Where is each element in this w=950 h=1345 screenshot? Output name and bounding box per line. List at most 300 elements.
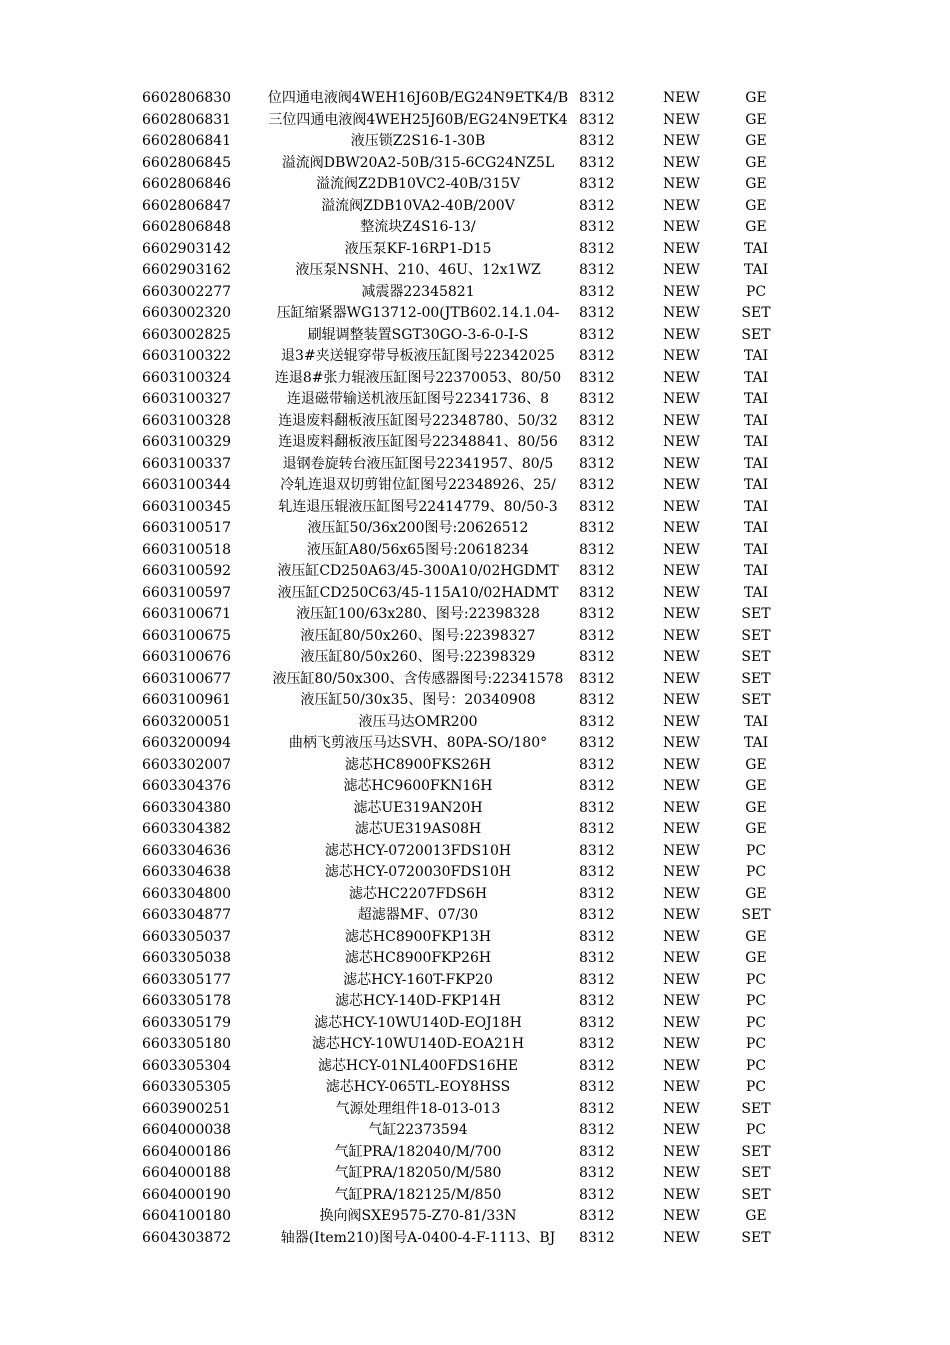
status-cell: NEW [663, 520, 700, 536]
number-cell: 8312 [579, 584, 615, 601]
description-cell: 液压缸80/50x260、图号:22398327 [300, 627, 536, 644]
status-cell: NEW [663, 434, 700, 450]
table-row [0, 927, 950, 949]
number-cell: 8312 [579, 1036, 615, 1052]
unit-type-cell: PC [745, 1057, 767, 1074]
table-row [0, 1120, 950, 1142]
unit-type-cell: TAI [743, 541, 769, 558]
unit-type-cell: GE [745, 111, 767, 128]
table-row [0, 647, 950, 669]
item-code-cell: 6603100518 [142, 541, 232, 558]
unit-type-cell: TAI [743, 455, 769, 472]
description-cell: 液压缸100/63x280、图号:22398328 [296, 606, 540, 622]
status-cell: NEW [663, 90, 700, 106]
status-cell: NEW [663, 1100, 700, 1117]
item-code-cell: 6603304636 [142, 842, 232, 859]
item-code-cell: 6603100671 [142, 606, 232, 622]
number-cell: 8312 [579, 219, 615, 235]
description-cell: 轧连退压辊液压缸图号22414779、80/50-3 [278, 498, 558, 515]
item-code-cell: 6603002320 [142, 305, 232, 321]
status-cell: NEW [663, 305, 700, 321]
table-row [0, 475, 950, 497]
status-cell: NEW [663, 1229, 700, 1246]
description-cell: 轴器(Item210)图号A-0400-4-F-1113、BJ [280, 1229, 556, 1246]
table-row [0, 561, 950, 583]
status-cell: NEW [663, 1165, 700, 1181]
item-code-cell: 6603200094 [142, 735, 232, 751]
number-cell: 8312 [579, 756, 615, 773]
status-cell: NEW [663, 1036, 700, 1052]
status-cell: NEW [663, 928, 700, 945]
number-cell: 8312 [579, 821, 615, 837]
status-cell: NEW [663, 735, 700, 751]
table-row [0, 217, 950, 239]
item-code-cell: 6603100337 [142, 455, 232, 472]
status-cell: NEW [663, 756, 700, 773]
description-cell: 液压缸CD250A63/45-300A10/02HGDMT [277, 563, 559, 579]
status-cell: NEW [663, 1057, 700, 1074]
item-code-cell: 6604100180 [142, 1208, 232, 1224]
item-code-cell: 6603100592 [142, 563, 232, 579]
unit-type-cell: PC [745, 1036, 767, 1052]
table-row [0, 862, 950, 884]
unit-type-cell: GE [745, 928, 767, 945]
item-code-cell: 6603100675 [142, 627, 232, 644]
item-code-cell: 6603100344 [142, 477, 232, 493]
description-cell: 滤芯HCY-10WU140D-EOA21H [311, 1036, 525, 1052]
unit-type-cell: GE [745, 154, 767, 171]
table-row [0, 1206, 950, 1228]
status-cell: NEW [663, 498, 700, 515]
unit-type-cell: SET [741, 692, 771, 708]
item-code-cell: 6603100327 [142, 391, 232, 407]
item-code-cell: 6603100676 [142, 649, 232, 665]
number-cell: 8312 [579, 1165, 615, 1181]
table-row [0, 239, 950, 261]
item-code-cell: 6603100517 [142, 520, 232, 536]
table-row [0, 1163, 950, 1185]
description-cell: 减震器22345821 [361, 283, 475, 300]
table-row [0, 776, 950, 798]
item-code-cell: 6603305037 [142, 928, 232, 945]
number-cell: 8312 [579, 348, 615, 364]
description-cell: 气缸22373594 [368, 1122, 468, 1138]
unit-type-cell: GE [745, 219, 767, 235]
table-row [0, 174, 950, 196]
item-code-cell: 6603305305 [142, 1079, 232, 1095]
number-cell: 8312 [579, 778, 615, 794]
unit-type-cell: PC [745, 842, 767, 859]
description-cell: 气缸PRA/182050/M/580 [334, 1165, 502, 1181]
table-row [0, 604, 950, 626]
table-row [0, 1099, 950, 1121]
parts-table [0, 88, 950, 1249]
description-cell: 滤芯HC2207FDS6H [348, 885, 488, 902]
number-cell: 8312 [579, 305, 615, 321]
item-code-cell: 6603302007 [142, 756, 232, 773]
description-cell: 超滤器MF、07/30 [357, 907, 479, 923]
item-code-cell: 6603305180 [142, 1036, 232, 1052]
item-code-cell: 6603100961 [142, 692, 232, 708]
status-cell: NEW [663, 1208, 700, 1224]
item-code-cell: 6602806848 [142, 219, 232, 235]
item-code-cell: 6604000038 [142, 1122, 232, 1138]
description-cell: 液压缸A80/56x65图号:20618234 [306, 541, 530, 558]
table-row [0, 411, 950, 433]
status-cell: NEW [663, 821, 700, 837]
number-cell: 8312 [579, 563, 615, 579]
item-code-cell: 6603305304 [142, 1057, 232, 1074]
status-cell: NEW [663, 240, 700, 257]
item-code-cell: 6603305177 [142, 971, 232, 988]
number-cell: 8312 [579, 90, 615, 106]
description-cell: 液压缸80/50x300、含传感器图号:22341578 [272, 670, 564, 687]
description-cell: 滤芯HCY-0720013FDS10H [324, 842, 512, 859]
item-code-cell: 6603200051 [142, 713, 232, 730]
number-cell: 8312 [579, 520, 615, 536]
description-cell: 压缸缩紧器WG13712-00(JTB602.14.1.04- [276, 305, 560, 321]
item-code-cell: 6602806847 [142, 197, 232, 214]
number-cell: 8312 [579, 434, 615, 450]
unit-type-cell: PC [745, 1122, 767, 1138]
item-code-cell: 6604303872 [142, 1229, 232, 1246]
status-cell: NEW [663, 778, 700, 794]
table-row [0, 1077, 950, 1099]
description-cell: 液压泵KF-16RP1-D15 [344, 240, 492, 257]
unit-type-cell: SET [741, 1186, 771, 1203]
unit-type-cell: PC [745, 1079, 767, 1095]
description-cell: 滤芯HC9600FKN16H [343, 778, 493, 794]
number-cell: 8312 [579, 197, 615, 214]
item-code-cell: 6602806830 [142, 90, 232, 106]
item-code-cell: 6604000190 [142, 1186, 232, 1203]
unit-type-cell: TAI [743, 520, 769, 536]
item-code-cell: 6602903162 [142, 262, 232, 278]
table-row [0, 518, 950, 540]
number-cell: 8312 [579, 133, 615, 149]
status-cell: NEW [663, 1143, 700, 1160]
table-row [0, 819, 950, 841]
item-code-cell: 6603304382 [142, 821, 232, 837]
status-cell: NEW [663, 885, 700, 902]
unit-type-cell: GE [745, 90, 767, 106]
status-cell: NEW [663, 799, 700, 816]
table-row [0, 110, 950, 132]
unit-type-cell: PC [745, 283, 767, 300]
description-cell: 滤芯UE319AN20H [353, 799, 483, 816]
unit-type-cell: SET [741, 670, 771, 687]
table-row [0, 884, 950, 906]
number-cell: 8312 [579, 885, 615, 902]
item-code-cell: 6603304877 [142, 907, 232, 923]
unit-type-cell: PC [745, 971, 767, 988]
description-cell: 刷辊调整装置SGT30GO-3-6-0-I-S [307, 326, 529, 343]
status-cell: NEW [663, 541, 700, 558]
number-cell: 8312 [579, 670, 615, 687]
number-cell: 8312 [579, 1014, 615, 1031]
description-cell: 滤芯HC8900FKS26H [344, 756, 492, 773]
unit-type-cell: SET [741, 1165, 771, 1181]
table-row [0, 669, 950, 691]
number-cell: 8312 [579, 111, 615, 128]
unit-type-cell: TAI [743, 713, 769, 730]
unit-type-cell: TAI [743, 735, 769, 751]
description-cell: 曲柄飞剪液压马达SVH、80PA-SO/180° [288, 735, 548, 751]
table-row [0, 196, 950, 218]
number-cell: 8312 [579, 326, 615, 343]
unit-type-cell: GE [745, 756, 767, 773]
status-cell: NEW [663, 369, 700, 386]
number-cell: 8312 [579, 176, 615, 192]
unit-type-cell: SET [741, 1229, 771, 1246]
status-cell: NEW [663, 154, 700, 171]
unit-type-cell: SET [741, 326, 771, 343]
table-row [0, 948, 950, 970]
table-row [0, 1013, 950, 1035]
description-cell: 滤芯HCY-140D-FKP14H [335, 993, 501, 1009]
status-cell: NEW [663, 391, 700, 407]
item-code-cell: 6603100322 [142, 348, 232, 364]
description-cell: 连退8#张力辊液压缸图号22370053、80/50 [274, 369, 562, 386]
item-code-cell: 6603100328 [142, 412, 232, 429]
table-row [0, 583, 950, 605]
description-cell: 滤芯HCY-0720030FDS10H [324, 864, 512, 880]
item-code-cell: 6602806831 [142, 111, 232, 128]
description-cell: 液压缸CD250C63/45-115A10/02HADMT [277, 584, 559, 601]
number-cell: 8312 [579, 1122, 615, 1138]
status-cell: NEW [663, 692, 700, 708]
status-cell: NEW [663, 197, 700, 214]
unit-type-cell: SET [741, 305, 771, 321]
table-row [0, 1228, 950, 1250]
number-cell: 8312 [579, 1100, 615, 1117]
number-cell: 8312 [579, 842, 615, 859]
status-cell: NEW [663, 563, 700, 579]
unit-type-cell: GE [745, 778, 767, 794]
number-cell: 8312 [579, 928, 615, 945]
unit-type-cell: TAI [743, 391, 769, 407]
status-cell: NEW [663, 176, 700, 192]
number-cell: 8312 [579, 412, 615, 429]
description-cell: 溢流阀Z2DB10VC2-40B/315V [315, 176, 521, 192]
status-cell: NEW [663, 993, 700, 1009]
item-code-cell: 6603002825 [142, 326, 232, 343]
item-code-cell: 6602903142 [142, 240, 232, 257]
table-row [0, 733, 950, 755]
unit-type-cell: TAI [743, 584, 769, 601]
item-code-cell: 6603305178 [142, 993, 232, 1009]
number-cell: 8312 [579, 606, 615, 622]
table-row [0, 346, 950, 368]
number-cell: 8312 [579, 541, 615, 558]
item-code-cell: 6603304380 [142, 799, 232, 816]
table-row [0, 991, 950, 1013]
description-cell: 滤芯HCY-01NL400FDS16HE [317, 1057, 519, 1074]
description-cell: 连退废料翻板液压缸图号22348780、50/32 [278, 412, 558, 429]
table-row [0, 1056, 950, 1078]
description-cell: 换向阀SXE9575-Z70-81/33N [319, 1208, 517, 1224]
table-row [0, 303, 950, 325]
table-row [0, 1142, 950, 1164]
description-cell: 滤芯HCY-10WU140D-EOJ18H [314, 1014, 522, 1031]
item-code-cell: 6603304800 [142, 885, 232, 902]
number-cell: 8312 [579, 240, 615, 257]
description-cell: 连退磁带输送机液压缸图号22341736、8 [286, 391, 550, 407]
number-cell: 8312 [579, 1229, 615, 1246]
number-cell: 8312 [579, 907, 615, 923]
description-cell: 位四通电液阀4WEH16J60B/EG24N9ETK4/B [267, 90, 569, 106]
description-cell: 气缸PRA/182125/M/850 [334, 1186, 502, 1203]
status-cell: NEW [663, 864, 700, 880]
description-cell: 液压缸80/50x260、图号:22398329 [300, 649, 536, 665]
unit-type-cell: SET [741, 627, 771, 644]
description-cell: 连退废料翻板液压缸图号22348841、80/56 [278, 434, 558, 450]
table-row [0, 712, 950, 734]
unit-type-cell: PC [745, 864, 767, 880]
status-cell: NEW [663, 133, 700, 149]
item-code-cell: 6603305038 [142, 950, 232, 966]
table-row [0, 1034, 950, 1056]
unit-type-cell: GE [745, 176, 767, 192]
unit-type-cell: TAI [743, 348, 769, 364]
status-cell: NEW [663, 584, 700, 601]
table-row [0, 88, 950, 110]
description-cell: 气源处理组件18-013-013 [335, 1100, 501, 1117]
unit-type-cell: TAI [743, 498, 769, 515]
table-row [0, 368, 950, 390]
number-cell: 8312 [579, 950, 615, 966]
number-cell: 8312 [579, 713, 615, 730]
table-row [0, 755, 950, 777]
description-cell: 退3#夹送辊穿带导板液压缸图号22342025 [281, 348, 555, 364]
unit-type-cell: GE [745, 950, 767, 966]
unit-type-cell: TAI [743, 434, 769, 450]
number-cell: 8312 [579, 477, 615, 493]
description-cell: 溢流阀ZDB10VA2-40B/200V [321, 197, 515, 214]
number-cell: 8312 [579, 391, 615, 407]
table-row [0, 282, 950, 304]
number-cell: 8312 [579, 735, 615, 751]
number-cell: 8312 [579, 262, 615, 278]
description-cell: 整流块Z4S16-13/ [360, 219, 476, 235]
table-row [0, 690, 950, 712]
item-code-cell: 6603100345 [142, 498, 232, 515]
unit-type-cell: PC [745, 1014, 767, 1031]
description-cell: 三位四通电液阀4WEH25J60B/EG24N9ETK4 [268, 111, 568, 128]
unit-type-cell: TAI [743, 412, 769, 429]
unit-type-cell: TAI [743, 369, 769, 386]
table-row [0, 798, 950, 820]
table-row [0, 970, 950, 992]
item-code-cell: 6603002277 [142, 283, 232, 300]
unit-type-cell: SET [741, 1100, 771, 1117]
status-cell: NEW [663, 1014, 700, 1031]
number-cell: 8312 [579, 627, 615, 644]
number-cell: 8312 [579, 154, 615, 171]
unit-type-cell: GE [745, 821, 767, 837]
description-cell: 气缸PRA/182040/M/700 [334, 1143, 502, 1160]
item-code-cell: 6603304376 [142, 778, 232, 794]
description-cell: 溢流阀DBW20A2-50B/315-6CG24NZ5L [281, 154, 555, 171]
status-cell: NEW [663, 713, 700, 730]
number-cell: 8312 [579, 1057, 615, 1074]
number-cell: 8312 [579, 692, 615, 708]
table-row [0, 1185, 950, 1207]
description-cell: 液压缸50/36x200图号:20626512 [307, 520, 529, 536]
table-row [0, 841, 950, 863]
number-cell: 8312 [579, 498, 615, 515]
unit-type-cell: SET [741, 1143, 771, 1160]
unit-type-cell: GE [745, 885, 767, 902]
unit-type-cell: TAI [743, 477, 769, 493]
unit-type-cell: GE [745, 197, 767, 214]
status-cell: NEW [663, 971, 700, 988]
status-cell: NEW [663, 455, 700, 472]
status-cell: NEW [663, 1122, 700, 1138]
status-cell: NEW [663, 477, 700, 493]
table-row [0, 497, 950, 519]
unit-type-cell: SET [741, 907, 771, 923]
status-cell: NEW [663, 649, 700, 665]
number-cell: 8312 [579, 369, 615, 386]
item-code-cell: 6603900251 [142, 1100, 232, 1117]
item-code-cell: 6603304638 [142, 864, 232, 880]
number-cell: 8312 [579, 1208, 615, 1224]
status-cell: NEW [663, 1079, 700, 1095]
item-code-cell: 6602806845 [142, 154, 232, 171]
status-cell: NEW [663, 907, 700, 923]
unit-type-cell: GE [745, 1208, 767, 1224]
table-row [0, 389, 950, 411]
description-cell: 滤芯UE319AS08H [354, 821, 482, 837]
status-cell: NEW [663, 606, 700, 622]
table-row [0, 540, 950, 562]
status-cell: NEW [663, 1186, 700, 1203]
number-cell: 8312 [579, 649, 615, 665]
status-cell: NEW [663, 842, 700, 859]
unit-type-cell: TAI [743, 563, 769, 579]
table-row [0, 454, 950, 476]
status-cell: NEW [663, 111, 700, 128]
item-code-cell: 6604000186 [142, 1143, 232, 1160]
status-cell: NEW [663, 412, 700, 429]
description-cell: 滤芯HCY-160T-FKP20 [343, 971, 493, 988]
table-row [0, 131, 950, 153]
table-row [0, 905, 950, 927]
status-cell: NEW [663, 670, 700, 687]
item-code-cell: 6604000188 [142, 1165, 232, 1181]
item-code-cell: 6602806841 [142, 133, 232, 149]
unit-type-cell: GE [745, 799, 767, 816]
status-cell: NEW [663, 627, 700, 644]
number-cell: 8312 [579, 864, 615, 880]
status-cell: NEW [663, 348, 700, 364]
unit-type-cell: TAI [743, 240, 769, 257]
item-code-cell: 6603100324 [142, 369, 232, 386]
description-cell: 液压马达OMR200 [358, 713, 478, 730]
unit-type-cell: SET [741, 606, 771, 622]
item-code-cell: 6603100597 [142, 584, 232, 601]
description-cell: 滤芯HCY-065TL-EOY8HSS [325, 1079, 511, 1095]
description-cell: 滤芯HC8900FKP13H [344, 928, 492, 945]
description-cell: 退钢卷旋转台液压缸图号22341957、80/5 [282, 455, 554, 472]
description-cell: 冷轧连退双切剪钳位缸图号22348926、25/ [280, 477, 556, 493]
table-row [0, 325, 950, 347]
status-cell: NEW [663, 262, 700, 278]
number-cell: 8312 [579, 993, 615, 1009]
unit-type-cell: SET [741, 649, 771, 665]
unit-type-cell: GE [745, 133, 767, 149]
